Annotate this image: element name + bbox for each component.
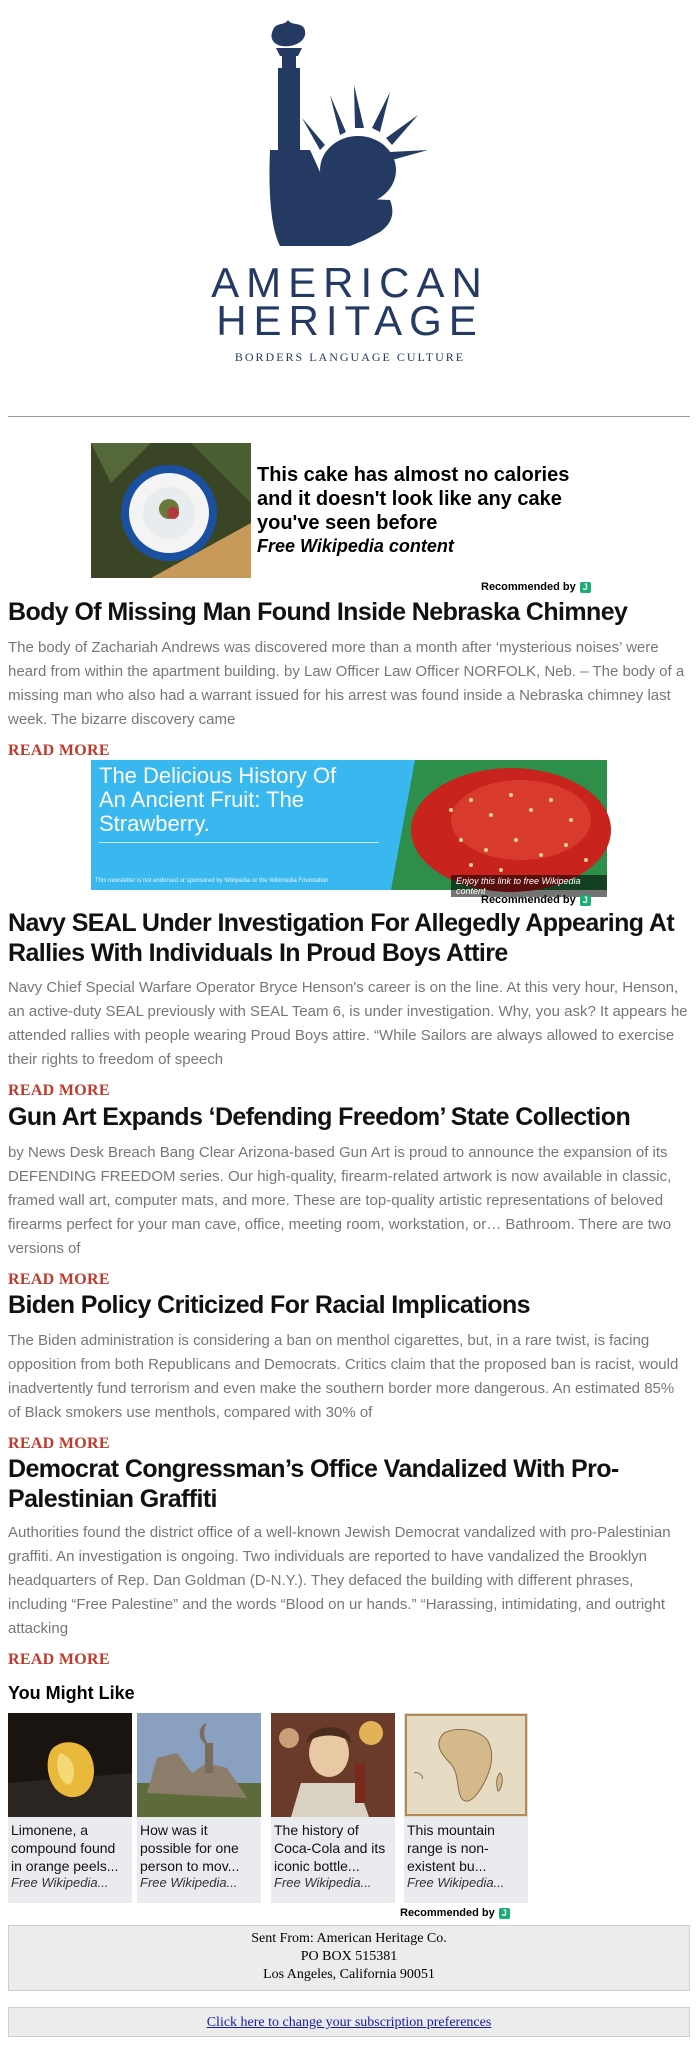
strawberry-image — [371, 760, 607, 890]
site-logo[interactable] — [150, 0, 550, 400]
footer-po-box: PO BOX 515381 — [300, 1949, 398, 1964]
article-excerpt-1: The body of Zachariah Andrews was discovered more than a month after ‘mysterious noises’ were heard from within the apartment building. by Law Officer Law Officer NORFOLK, Neb. – The body of a missing man who also had a warrant issued for his arrest was found inside a Nebraska chimney last week. The bizarre discovery came — [8, 639, 685, 728]
ad-divider — [99, 842, 379, 843]
ad-cake-source: Free Wikipedia content — [257, 536, 454, 556]
article-title-1[interactable]: Body Of Missing Man Found Inside Nebraska Chimney — [8, 598, 628, 626]
card-image-limonene[interactable] — [8, 1713, 132, 1817]
card-title-3[interactable]: The history of Coca-Cola and its iconic bottle... — [274, 1822, 386, 1874]
logo-wordmark-line1: AMERICAN — [211, 259, 489, 306]
ad-cake-headline[interactable]: This cake has almost no calories and it doesn't look like any cake you've seen before — [257, 464, 570, 534]
article-title-5[interactable]: Democrat Congressman’s Office Vandalized With Pro-Palestinian Graffiti — [8, 1455, 619, 1513]
sponsored-ad-cake[interactable] — [91, 443, 611, 578]
header-divider — [8, 416, 690, 417]
card-title-4[interactable]: This mountain range is non-existent bu... — [407, 1822, 495, 1874]
ad-strawberry-cta[interactable]: Enjoy this link to free Wikipedia content — [451, 875, 607, 897]
read-more-link-4[interactable]: READ MORE — [8, 1435, 110, 1452]
card-source-2: Free Wikipedia... — [140, 1875, 238, 1890]
read-more-link-2[interactable]: READ MORE — [8, 1082, 110, 1099]
ad-disclaimer: This newsletter is not endorsed or sponsored by Wikipedia or the Wikimedia Foundation — [95, 878, 329, 884]
card-title-1[interactable]: Limonene, a compound found in orange peels... — [11, 1822, 119, 1874]
article-excerpt-5: Authorities found the district office of a well-known Jewish Democrat vandalized with pro-Palestinian graffiti. An investigation is ongoing. Two individuals are reported to have vandalized the Brooklyn headquarters of Rep. Dan Goldman (D-N.Y.). They defaced the building with different phrases, including “Free Palestine” and the words “Blood on ur hands.” “Harassing, intimidating, and outright attacking — [8, 1524, 671, 1637]
card-source-3: Free Wikipedia... — [274, 1875, 372, 1890]
article-excerpt-2: Navy Chief Special Warfare Operator Bryce Henson's career is on the line. At this very hour, Henson, an active-duty SEAL previously with SEAL Team 6, is under investigation. Why, you ask? It appears he attended rallies with people wearing Proud Boys attire. “While Sailors are always allowed to exercise their rights to freedom of speech — [8, 979, 688, 1068]
recommendation-card-1[interactable] — [8, 1713, 132, 1903]
jeeng-logo-icon: J — [580, 895, 591, 906]
recommended-by-text: Recommended by — [481, 581, 576, 593]
recommended-by-text: Recommended by — [481, 894, 576, 906]
footer-address — [8, 1925, 690, 1991]
ad-strawberry-headline[interactable]: The Delicious History Of An Ancient Fruit: The Strawberry. — [99, 763, 337, 836]
subscription-preferences-link[interactable]: Click here to change your subscription preferences — [206, 2015, 492, 2030]
card-source-1: Free Wikipedia... — [11, 1875, 109, 1890]
recommendation-card-2[interactable] — [137, 1713, 261, 1903]
recommended-by-label[interactable] — [481, 581, 591, 593]
footer-sender: Sent From: American Heritage Co. — [251, 1931, 447, 1946]
read-more-link-3[interactable]: READ MORE — [8, 1271, 110, 1288]
article-title-3[interactable]: Gun Art Expands ‘Defending Freedom’ State Collection — [8, 1103, 631, 1131]
card-source-4: Free Wikipedia... — [407, 1875, 505, 1890]
recommended-by-label-2[interactable] — [481, 894, 591, 906]
recommended-by-label-3[interactable] — [400, 1907, 510, 1919]
card-image-stone-castle[interactable] — [137, 1713, 261, 1817]
article-title-4[interactable]: Biden Policy Criticized For Racial Implications — [8, 1291, 530, 1319]
statue-of-liberty-logo-icon — [150, 0, 550, 260]
article-title-2[interactable]: Navy SEAL Under Investigation For Allegedly Appearing At Rallies With Individuals In Proud Boys Attire — [8, 909, 675, 967]
you-might-like-heading: You Might Like — [8, 1683, 135, 1703]
recommended-by-text: Recommended by — [400, 1907, 495, 1919]
subscription-preferences-box — [8, 2007, 690, 2037]
article-excerpt-3: by News Desk Breach Bang Clear Arizona-based Gun Art is proud to announce the expansion of its DEFENDING FREEDOM series. Our high-quality, firearm-related artwork is now available in classic, framed wall art, computer mats, and more. These are top-quality artistic representations of beloved firearms perfect for your man cave, office, meeting room, workstation, or… Bathroom. There are two versions of — [8, 1144, 672, 1257]
recommendation-card-4[interactable] — [404, 1713, 528, 1903]
card-title-2[interactable]: How was it possible for one person to mov... — [140, 1822, 240, 1874]
footer-city: Los Angeles, California 90051 — [263, 1967, 435, 1982]
article-excerpt-4: The Biden administration is considering a ban on menthol cigarettes, but, in a rare twist, is facing opposition from both Republicans and Democrats. Critics claim that the proposed ban is racist, would inadvertently fund terrorism and even make the southern border more dangerous. An estimated 85% of Black smokers use menthols, compared with 30% of — [8, 1332, 679, 1421]
logo-wordmark-line2: HERITAGE — [216, 297, 484, 344]
recommendation-card-3[interactable] — [271, 1713, 395, 1903]
card-image-coca-cola[interactable] — [271, 1713, 395, 1817]
read-more-link-5[interactable]: READ MORE — [8, 1651, 110, 1668]
logo-tagline: BORDERS LANGUAGE CULTURE — [234, 350, 466, 364]
jeeng-logo-icon: J — [499, 1908, 510, 1919]
read-more-link-1[interactable]: READ MORE — [8, 742, 110, 759]
card-image-old-map[interactable] — [404, 1713, 528, 1817]
jeeng-logo-icon: J — [580, 582, 591, 593]
sponsored-ad-strawberry[interactable] — [91, 760, 607, 896]
ad-cake-image[interactable] — [91, 443, 251, 578]
